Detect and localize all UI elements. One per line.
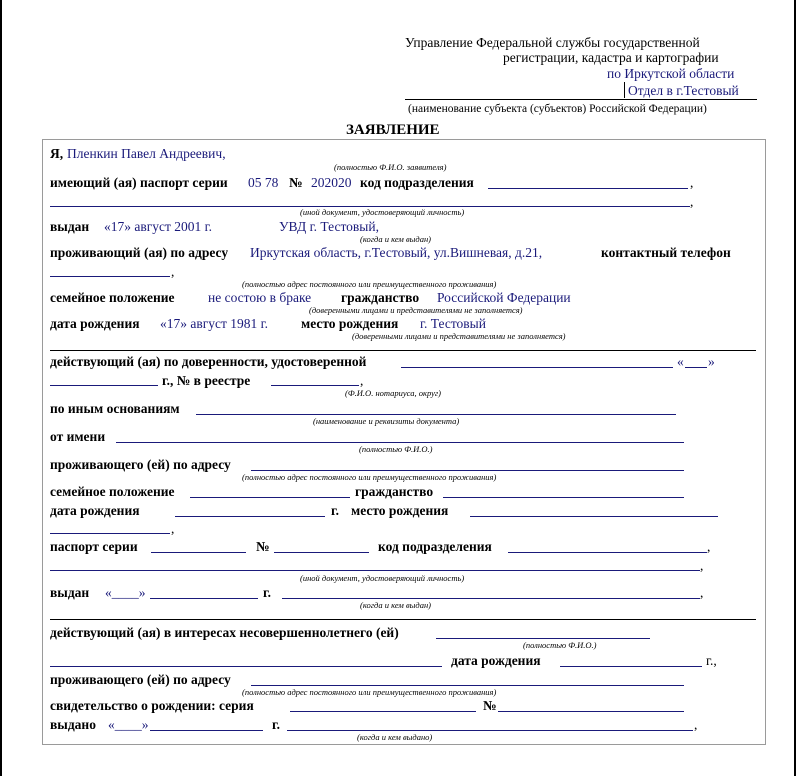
doc-caption: (наименование и реквизиты документа) (313, 416, 460, 426)
proxy-marital-label: семейное положение (50, 484, 175, 499)
birth-place-value[interactable]: г. Тестовый (420, 316, 486, 331)
minor-address-field[interactable] (251, 685, 684, 686)
minor-issued-quote[interactable]: «____» (108, 717, 149, 732)
minor-birth-date-label: дата рождения (451, 653, 541, 668)
proxy-dept-code-comma: , (707, 539, 711, 554)
proxy-day-field[interactable] (685, 367, 707, 368)
page-border-right (794, 0, 796, 776)
birth-date-value[interactable]: «17» август 1981 г. (160, 316, 269, 331)
proxy-issued-year: г. (263, 585, 271, 600)
other-grounds-field[interactable] (196, 414, 676, 415)
marital-value[interactable]: не состою в браке (208, 290, 312, 305)
on-behalf-field[interactable] (116, 442, 684, 443)
proxy-dept-code-field[interactable] (508, 552, 707, 553)
proxy-issued-label: выдан (50, 585, 90, 600)
dept-code-label: код подразделения (360, 175, 474, 190)
header-line-2: регистрации, кадастра и картографии (503, 50, 719, 65)
passport-number[interactable]: 202020 (311, 175, 352, 190)
proxy-registry-label: г., № в реестре (162, 373, 251, 388)
page-border-left (0, 0, 2, 776)
issued-label: выдан (50, 219, 90, 234)
minor-name-caption: (полностью Ф.И.О.) (523, 640, 597, 650)
passport-series[interactable]: 05 78 (248, 175, 279, 190)
proxy-citizenship-label: гражданство (355, 484, 434, 499)
header-office[interactable]: Отдел в г.Тестовый (628, 83, 739, 98)
minor-cert-series-field[interactable] (290, 711, 476, 712)
proxy-birth-place-label: место рождения (351, 503, 449, 518)
address-value[interactable]: Иркутская область, г.Тестовый, ул.Вишневая, д.21, (250, 245, 543, 260)
header-line-1: Управление Федеральной службы государственной (405, 35, 700, 50)
minor-acting-label: действующий (ая) в интересах несовершеннолетнего (ей) (50, 625, 399, 640)
citizenship-value[interactable]: Российской Федерации (437, 290, 571, 305)
applicant-name[interactable]: Пленкин Павел Андреевич, (67, 146, 226, 161)
phone-label: контактный телефон (601, 245, 731, 260)
citizenship-label: гражданство (341, 290, 420, 305)
proxy-passport-label: паспорт серии (50, 539, 138, 554)
proxy-issuer-field[interactable] (401, 367, 673, 368)
proxy-issued-comma: , (700, 585, 704, 600)
notary-caption: (Ф.И.О. нотариуса, округ) (345, 388, 442, 398)
dept-code-comma: , (690, 175, 694, 190)
marital-label: семейное положение (50, 290, 175, 305)
proxy-date-field[interactable] (50, 385, 158, 386)
proxy-address-caption: (полностью адрес постоянного или преимущественного проживания) (242, 472, 497, 482)
proxy-address-field[interactable] (251, 470, 684, 471)
birth-date-label: дата рождения (50, 316, 140, 331)
proxy-issued-date-field[interactable] (150, 598, 258, 599)
section-divider-2 (50, 619, 756, 620)
minor-living-label: проживающего (ей) по адресу (50, 672, 231, 687)
minor-issued-label: выдано (50, 717, 96, 732)
proxy-marital-field[interactable] (190, 497, 350, 498)
proxy-quote-open: « (677, 354, 684, 369)
address-label: проживающий (ая) по адресу (50, 245, 229, 260)
proxy-issued-quote[interactable]: «____» (105, 585, 146, 600)
minor-issued-comma: , (694, 717, 698, 732)
proxy-acting-label: действующий (ая) по доверенности, удостоверенной (50, 354, 367, 369)
on-behalf-label: от имени (50, 429, 106, 444)
proxy-passport-series-field[interactable] (151, 552, 246, 553)
proxy-registry-field[interactable] (271, 385, 359, 386)
other-grounds-label: по иным основаниям (50, 401, 180, 416)
proxy-citizenship-field[interactable] (443, 497, 684, 498)
passport-label: имеющий (ая) паспорт серии (50, 175, 228, 190)
header-caption: (наименование субъекта (субъектов) Российской Федерации) (408, 103, 707, 115)
minor-address-caption: (полностью адрес постоянного или преимущественного проживания) (242, 687, 497, 697)
birth-caption: (доверенными лицами и представителями не заполняется) (352, 331, 566, 341)
proxy-dept-code-label: код подразделения (378, 539, 492, 554)
marital-caption: (доверенными лицами и представителями не заполняется) (309, 305, 523, 315)
minor-issued-by-field[interactable] (287, 730, 693, 731)
proxy-birth-place-comma: , (171, 521, 175, 536)
proxy-other-doc-caption: (иной документ, удостоверяющий личность) (300, 573, 465, 583)
proxy-registry-comma: , (360, 373, 364, 388)
on-behalf-caption: (полностью Ф.И.О.) (359, 444, 433, 454)
proxy-birth-place-field-2[interactable] (50, 533, 170, 534)
issued-caption: (когда и кем выдан) (360, 234, 432, 244)
minor-name-field[interactable] (436, 638, 650, 639)
minor-cert-number-field[interactable] (498, 711, 684, 712)
passport-num-sign: № (289, 175, 303, 190)
issued-by[interactable]: УВД г. Тестовый, (279, 219, 379, 234)
birth-place-label: место рождения (301, 316, 399, 331)
minor-cert-label: свидетельство о рождении: серия (50, 698, 254, 713)
minor-issued-year: г. (272, 717, 280, 732)
proxy-num-sign: № (256, 539, 270, 554)
dept-code-field[interactable] (488, 188, 688, 189)
section-divider-1 (50, 350, 756, 351)
minor-name-field-2[interactable] (50, 666, 442, 667)
proxy-birth-date-label: дата рождения (50, 503, 140, 518)
proxy-issued-caption: (когда и кем выдан) (360, 600, 432, 610)
name-caption: (полностью Ф.И.О. заявителя) (334, 162, 447, 172)
header-underline (405, 99, 757, 100)
minor-birth-date-field[interactable] (560, 666, 702, 667)
other-doc-comma: , (690, 194, 694, 209)
issued-date[interactable]: «17» август 2001 г. (104, 219, 213, 234)
other-doc-caption: (иной документ, удостоверяющий личность) (300, 207, 465, 217)
proxy-other-doc-comma: , (700, 558, 704, 573)
proxy-other-doc-field[interactable] (50, 570, 700, 571)
proxy-living-label: проживающего (ей) по адресу (50, 457, 231, 472)
proxy-birth-place-field[interactable] (470, 516, 718, 517)
proxy-quote-close: » (708, 354, 715, 369)
minor-num-sign: № (483, 698, 497, 713)
header-region: по Иркутской области (607, 66, 735, 81)
proxy-passport-number-field[interactable] (274, 552, 369, 553)
phone-comma: , (171, 264, 175, 279)
proxy-birth-date-field[interactable] (175, 516, 325, 517)
ya-label: Я, (50, 146, 64, 161)
minor-issued-caption: (когда и кем выдано) (357, 732, 433, 742)
proxy-year-label: г. (331, 503, 339, 518)
minor-year-comma: г., (706, 653, 717, 668)
proxy-issued-by-field[interactable] (282, 598, 700, 599)
phone-field[interactable] (50, 276, 170, 277)
address-caption: (полностью адрес постоянного или преимущественного проживания) (242, 279, 497, 289)
minor-issued-date-field[interactable] (150, 730, 263, 731)
text-cursor (624, 82, 625, 98)
document-title: ЗАЯВЛЕНИЕ (346, 122, 440, 138)
